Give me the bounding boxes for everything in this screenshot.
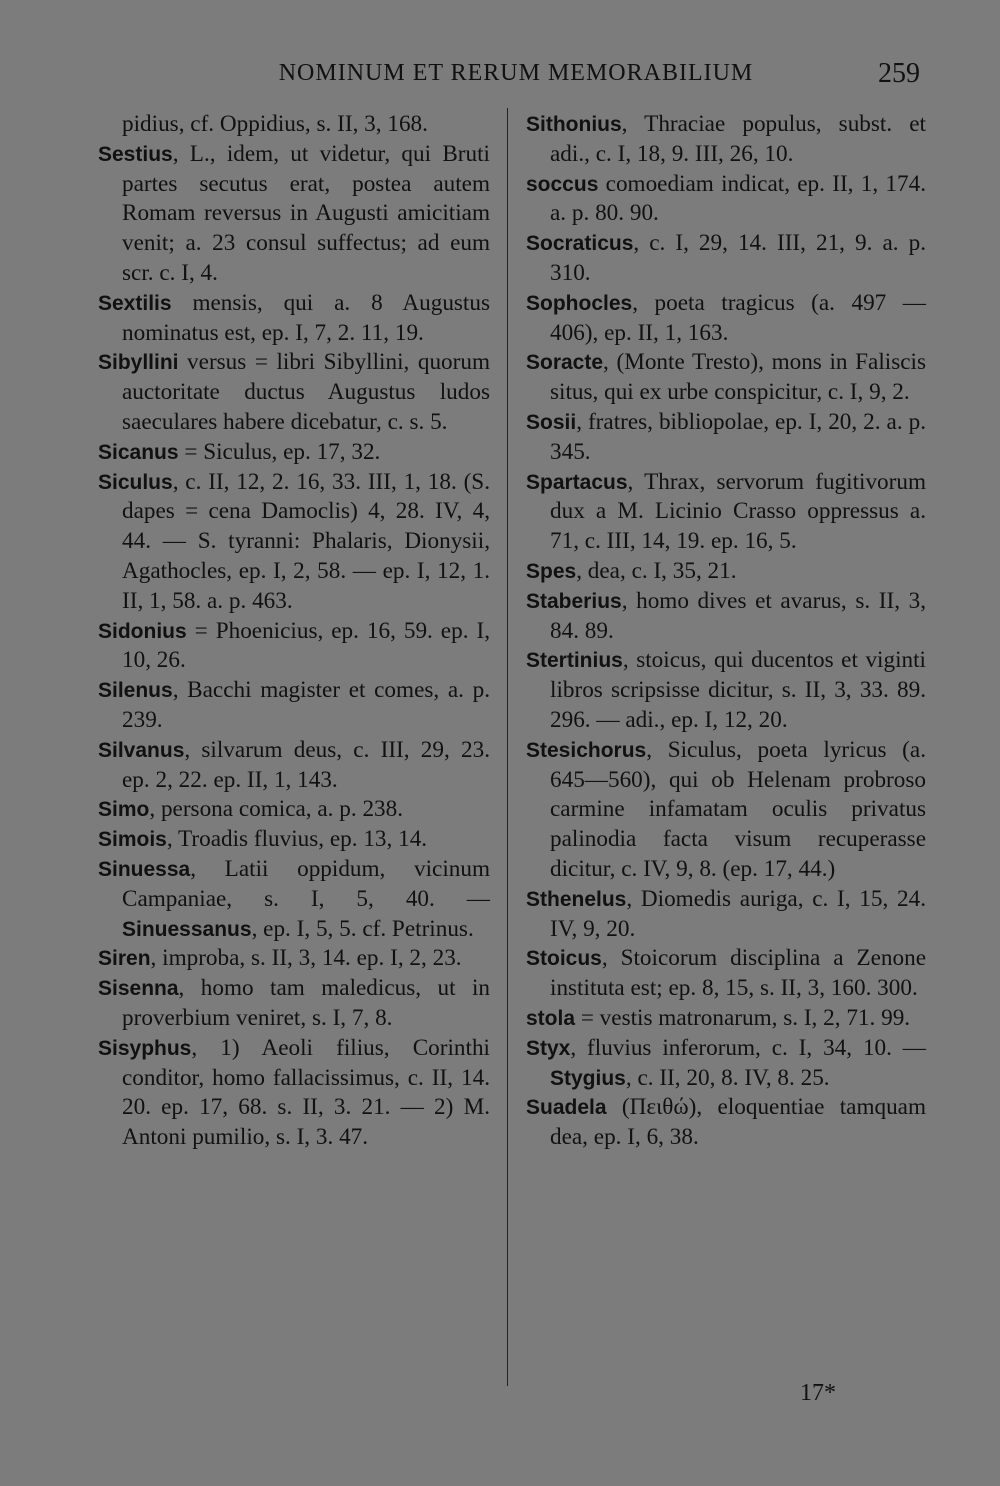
headword: Silvanus (98, 738, 185, 762)
entry-text: , 1) Aeoli filius, Corinthi conditor, homo fallacissimus, c. II, 14. 20. ep. 17, 68. s. II, 3. 21. — 2) M. Antoni pumilio, s. I, 3. 47. (122, 1034, 490, 1151)
index-entry (526, 885, 926, 945)
entry-text: , (Monte Tresto), mons in Faliscis situs, qui ex urbe conspicitur, c. I, 9, 2. (550, 349, 926, 406)
index-entry (526, 646, 926, 735)
headword: Silenus (98, 679, 173, 703)
headword: Stygius (550, 1066, 626, 1090)
entry-text: pidius, cf. Oppidius, s. II, 3, 168. (122, 111, 428, 137)
headword: Suadela (526, 1096, 607, 1120)
headword: Sinuessa (98, 857, 191, 881)
entry-text: = Phoenicius, ep. 16, 59. ep. I, 10, 26. (122, 617, 490, 674)
entry-text: , Latii oppidum, vicinum Campaniae, s. I, 5, 40. — (122, 855, 490, 912)
index-entry (526, 944, 926, 1004)
entry-text: = Siculus, ep. 17, 32. (178, 438, 381, 465)
index-entry (526, 110, 926, 170)
index-entry (98, 676, 490, 736)
left-column (98, 110, 490, 1153)
index-entry (98, 617, 490, 677)
column-divider (507, 108, 508, 1386)
signature-mark: 17* (800, 1380, 836, 1406)
index-entry (98, 438, 490, 468)
index-entry (526, 1093, 926, 1153)
entry-text: , silvarum deus, c. III, 29, 23. ep. 2, 22. ep. II, 1, 143. (122, 736, 490, 793)
headword: Sthenelus (526, 887, 627, 911)
index-entry (98, 855, 490, 944)
headword: Styx (526, 1036, 571, 1060)
index-entry (98, 140, 490, 289)
headword: Stesichorus (526, 738, 647, 762)
index-entry (526, 557, 926, 587)
entry-text: , Bacchi magister et comes, a. p. 239. (122, 677, 490, 733)
index-entry (98, 825, 490, 855)
index-entry (526, 348, 926, 408)
headword: Sextilis (98, 291, 172, 315)
headword: Sicanus (98, 440, 179, 464)
entry-text: , dea, c. I, 35, 21. (576, 557, 737, 584)
headword: Sosii (526, 410, 577, 434)
headword: soccus (526, 172, 599, 196)
index-entry (526, 289, 926, 349)
entry-text: , fluvius inferorum, c. I, 34, 10. — (570, 1034, 926, 1061)
entry-text: = vestis matronarum, s. I, 2, 71. 99. (575, 1004, 911, 1031)
headword: Sibyllini (98, 351, 179, 375)
index-entry (526, 229, 926, 289)
index-entry (98, 110, 490, 140)
index-entry (98, 1034, 490, 1153)
entry-text: comoediam indicat, ep. II, 1, 174. a. p. 80. 90. (550, 170, 926, 227)
entry-text: , stoicus, qui ducentos et viginti libros scripsisse dicitur, s. II, 3, 33. 89. 296. — adi., ep. I, 12, 20. (550, 647, 926, 733)
index-entry (98, 974, 490, 1034)
entry-text: , Siculus, poeta lyricus (a. 645—560), qui ob Helenam probroso carmine infamatam oculis privatus palinodia facta visum recuperasse dicitur, c. IV, 9, 8. (ep. 17, 44.) (550, 736, 926, 882)
headword: Sophocles (526, 291, 633, 315)
entry-text: , c. II, 12, 2. 16, 33. III, 1, 18. (S. dapes = cena Damoclis) 4, 28. IV, 4, 44. — S. tyranni: Phalaris, Dionysii, Agathocles, ep. I, 2, 58. — ep. I, 12, 1. II, 1, 58. a. p. 463. (122, 468, 490, 614)
entry-text: , Diomedis auriga, c. I, 15, 24. IV, 9, 20. (550, 885, 926, 942)
headword: Sidonius (98, 619, 187, 643)
index-entry (98, 944, 490, 974)
entry-text: (Πειθώ), eloquentiae tamquam dea, ep. I, 6, 38. (550, 1094, 926, 1151)
index-entry (98, 289, 490, 349)
entry-text: , Stoicorum disciplina a Zenone instituta est; ep. 8, 15, s. II, 3, 160. 300. (550, 945, 926, 1002)
index-entry (526, 587, 926, 647)
headword: Socraticus (526, 232, 634, 256)
headword: Stertinius (526, 649, 623, 673)
running-title: NOMINUM ET RERUM MEMORABILIUM (278, 60, 754, 86)
entry-text: , Troadis fluvius, ep. 13, 14. (166, 826, 428, 853)
index-entry (526, 408, 926, 468)
headword: Sinuessanus (122, 917, 252, 941)
index-entry (98, 348, 490, 437)
headword: Stoicus (526, 947, 602, 971)
entry-text: mensis, qui a. 8 Augustus nominatus est, ep. I, 7, 2. 11, 19. (122, 289, 490, 346)
headword: Spartacus (526, 470, 628, 494)
index-entry (98, 468, 490, 617)
headword: Siren (98, 947, 151, 971)
headword: Sithonius (526, 113, 622, 136)
index-entry (526, 468, 926, 557)
entry-text: , improba, s. II, 3, 14. ep. I, 2, 23. (150, 945, 462, 972)
index-entry (98, 736, 490, 796)
entry-text: , poeta tragicus (a. 497 — 406), ep. II, 1, 163. (550, 289, 926, 346)
entry-text: , fratres, bibliopolae, ep. I, 20, 2. a. p. 345. (550, 408, 926, 465)
headword: Sestius (98, 142, 173, 166)
index-entry (98, 795, 490, 825)
index-entry (526, 1004, 926, 1034)
page-number: 259 (878, 58, 920, 89)
headword: Staberius (526, 589, 622, 613)
entry-text: , homo tam maledicus, ut in proverbium veniret, s. I, 7, 8. (122, 975, 490, 1031)
entry-text: , Thraciae populus, subst. et adi., c. I, 18, 9. III, 26, 10. (550, 111, 926, 167)
headword: Soracte (526, 351, 604, 375)
headword: Siculus (98, 470, 173, 494)
entry-text: , c. II, 20, 8. IV, 8. 25. (625, 1064, 830, 1091)
headword: Spes (526, 559, 577, 583)
entry-text: , L., idem, ut videtur, qui Bruti partes secutus erat, postea autem Romam reversus in Augusti amicitiam venit; a. 23 consul suffectus; ad eum scr. c. I, 4. (122, 140, 490, 286)
entry-text: , homo dives et avarus, s. II, 3, 84. 89. (550, 587, 926, 644)
headword: Sisyphus (98, 1036, 192, 1060)
right-column (526, 110, 926, 1153)
headword: Simois (98, 828, 167, 852)
index-entry (526, 170, 926, 230)
entry-text: , c. I, 29, 14. III, 21, 9. a. p. 310. (550, 230, 926, 286)
entry-text: , ep. I, 5, 5. cf. Petrinus. (251, 915, 474, 942)
index-entry (526, 736, 926, 885)
headword: stola (526, 1006, 576, 1030)
running-header (0, 60, 1000, 96)
entry-text: , persona comica, a. p. 238. (149, 796, 404, 823)
entry-text: , Thrax, servorum fugitivorum dux a M. Licinio Crasso oppressus a. 71, c. III, 14, 19. ep. 16, 5. (550, 468, 926, 555)
entry-text: versus = libri Sibyllini, quorum auctoritate ductus Augustus ludos saeculares habere dicebatur, c. s. 5. (122, 349, 490, 435)
index-entry (526, 1034, 926, 1094)
headword: Simo (98, 798, 150, 822)
headword: Sisenna (98, 977, 179, 1001)
